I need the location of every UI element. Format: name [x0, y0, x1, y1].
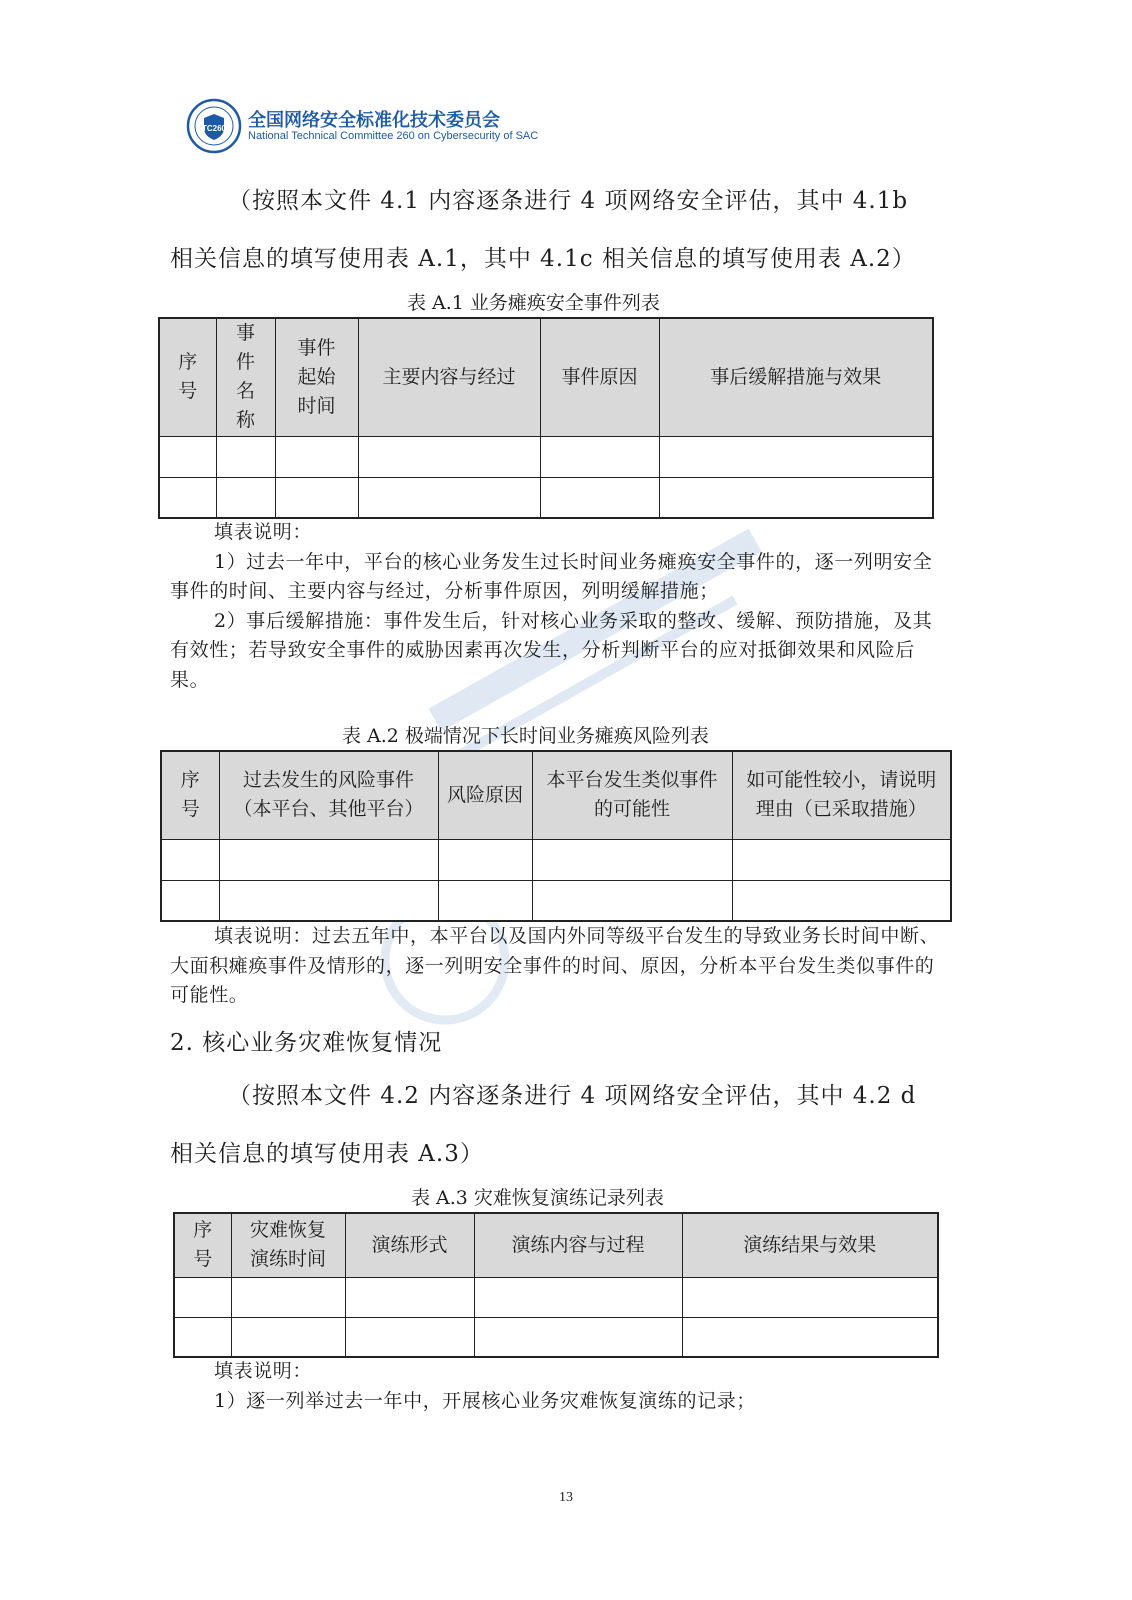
note-item: 填表说明：过去五年中，本平台以及国内外同等级平台发生的导致业务长时间中断、大面积瘫痪事件及情形的，逐一列明安全事件的时间、原因，分析本平台发生类似事件的可能性。	[170, 925, 940, 1006]
note-item: 1）过去一年中，平台的核心业务发生过长时间业务瘫痪安全事件的，逐一列明安全事件的时间、主要内容与经过，分析事件原因，列明缓解措施；	[170, 550, 933, 602]
table-cell[interactable]	[659, 436, 933, 477]
svg-text:TC260: TC260	[201, 124, 227, 133]
note-title: 填表说明：	[214, 521, 313, 543]
table-cell[interactable]	[231, 1277, 345, 1317]
table-cell[interactable]	[540, 477, 659, 518]
table-cell[interactable]	[216, 477, 275, 518]
table-cell[interactable]	[159, 477, 216, 518]
table-cell[interactable]	[732, 880, 951, 921]
table-header-cell: 事件原因	[540, 318, 659, 436]
table-header-row	[159, 318, 933, 436]
table-cell[interactable]	[275, 436, 358, 477]
table-header-row	[161, 751, 951, 839]
org-name-cn: 全国网络安全标准化技术委员会	[248, 110, 500, 131]
table-header-cell: 灾难恢复演练时间	[231, 1213, 345, 1277]
table-cell[interactable]	[345, 1317, 474, 1357]
table-cell[interactable]	[358, 436, 540, 477]
table-row	[161, 880, 951, 921]
table-cell[interactable]	[682, 1317, 938, 1357]
table-cell[interactable]	[474, 1317, 682, 1357]
table-row	[174, 1317, 938, 1357]
table-cell[interactable]	[275, 477, 358, 518]
table-a1	[158, 317, 934, 519]
table-a1-notes	[170, 518, 942, 695]
note-title: 填表说明：	[214, 1360, 313, 1382]
table-header-cell: 主要内容与经过	[358, 318, 540, 436]
table-a2	[160, 750, 952, 922]
table-a3-notes	[170, 1357, 942, 1416]
table-a3-caption: 表 A.3 灾难恢复演练记录列表	[411, 1187, 664, 1209]
table-cell[interactable]	[438, 880, 532, 921]
table-header-cell: 事件名称	[216, 318, 275, 436]
table-header-cell: 序号	[161, 751, 219, 839]
intro-paragraph-line1: （按照本文件 4.1 内容逐条进行 4 项网络安全评估，其中 4.1b	[228, 188, 909, 214]
table-cell[interactable]	[174, 1277, 231, 1317]
table-header-cell: 演练形式	[345, 1213, 474, 1277]
note-item: 1）逐一列举过去一年中，开展核心业务灾难恢复演练的记录；	[214, 1389, 756, 1412]
table-cell[interactable]	[161, 839, 219, 880]
table-cell[interactable]	[219, 880, 438, 921]
table-cell[interactable]	[216, 436, 275, 477]
table-cell[interactable]	[732, 839, 951, 880]
table-header-cell: 事件起始时间	[275, 318, 358, 436]
table-header-cell: 如可能性较小，请说明理由（已采取措施）	[732, 751, 951, 839]
table-header-cell: 序号	[174, 1213, 231, 1277]
section-2-paragraph-line2: 相关信息的填写使用表 A.3）	[170, 1141, 484, 1167]
table-header-cell: 演练结果与效果	[682, 1213, 938, 1277]
table-cell[interactable]	[345, 1277, 474, 1317]
table-row	[159, 436, 933, 477]
section-2-heading: 2. 核心业务灾难恢复情况	[170, 1030, 443, 1056]
intro-paragraph-line2: 相关信息的填写使用表 A.1，其中 4.1c 相关信息的填写使用表 A.2）	[170, 246, 916, 272]
table-header-cell: 事后缓解措施与效果	[659, 318, 933, 436]
table-header-row	[174, 1213, 938, 1277]
table-header-cell: 风险原因	[438, 751, 532, 839]
table-header-cell: 序号	[159, 318, 216, 436]
table-cell[interactable]	[231, 1317, 345, 1357]
table-cell[interactable]	[682, 1277, 938, 1317]
table-header-cell: 过去发生的风险事件（本平台、其他平台）	[219, 751, 438, 839]
table-cell[interactable]	[532, 880, 732, 921]
table-cell[interactable]	[174, 1317, 231, 1357]
table-row	[159, 477, 933, 518]
table-a2-notes	[170, 922, 942, 1011]
table-cell[interactable]	[358, 477, 540, 518]
table-cell[interactable]	[540, 436, 659, 477]
org-name-en: National Technical Committee 260 on Cybersecurity of SAC	[248, 130, 539, 142]
note-item: 2）事后缓解措施：事件发生后，针对核心业务采取的整改、缓解、预防措施，及其有效性；若导致安全事件的威胁因素再次发生，分析判断平台的应对抵御效果和风险后果。	[170, 609, 933, 691]
table-a2-caption: 表 A.2 极端情况下长时间业务瘫痪风险列表	[342, 725, 709, 747]
table-cell[interactable]	[219, 839, 438, 880]
table-row	[161, 839, 951, 880]
table-cell[interactable]	[161, 880, 219, 921]
table-header-cell: 演练内容与过程	[474, 1213, 682, 1277]
table-a3	[173, 1212, 939, 1358]
table-row	[174, 1277, 938, 1317]
table-a1-caption: 表 A.1 业务瘫痪安全事件列表	[407, 292, 660, 314]
page-number: 13	[559, 1490, 573, 1505]
table-cell[interactable]	[159, 436, 216, 477]
table-cell[interactable]	[532, 839, 732, 880]
table-cell[interactable]	[474, 1277, 682, 1317]
table-cell[interactable]	[438, 839, 532, 880]
section-2-paragraph-line1: （按照本文件 4.2 内容逐条进行 4 项网络安全评估，其中 4.2 d	[228, 1083, 917, 1109]
table-header-cell: 本平台发生类似事件的可能性	[532, 751, 732, 839]
tc260-logo-icon	[186, 98, 242, 154]
table-cell[interactable]	[659, 477, 933, 518]
